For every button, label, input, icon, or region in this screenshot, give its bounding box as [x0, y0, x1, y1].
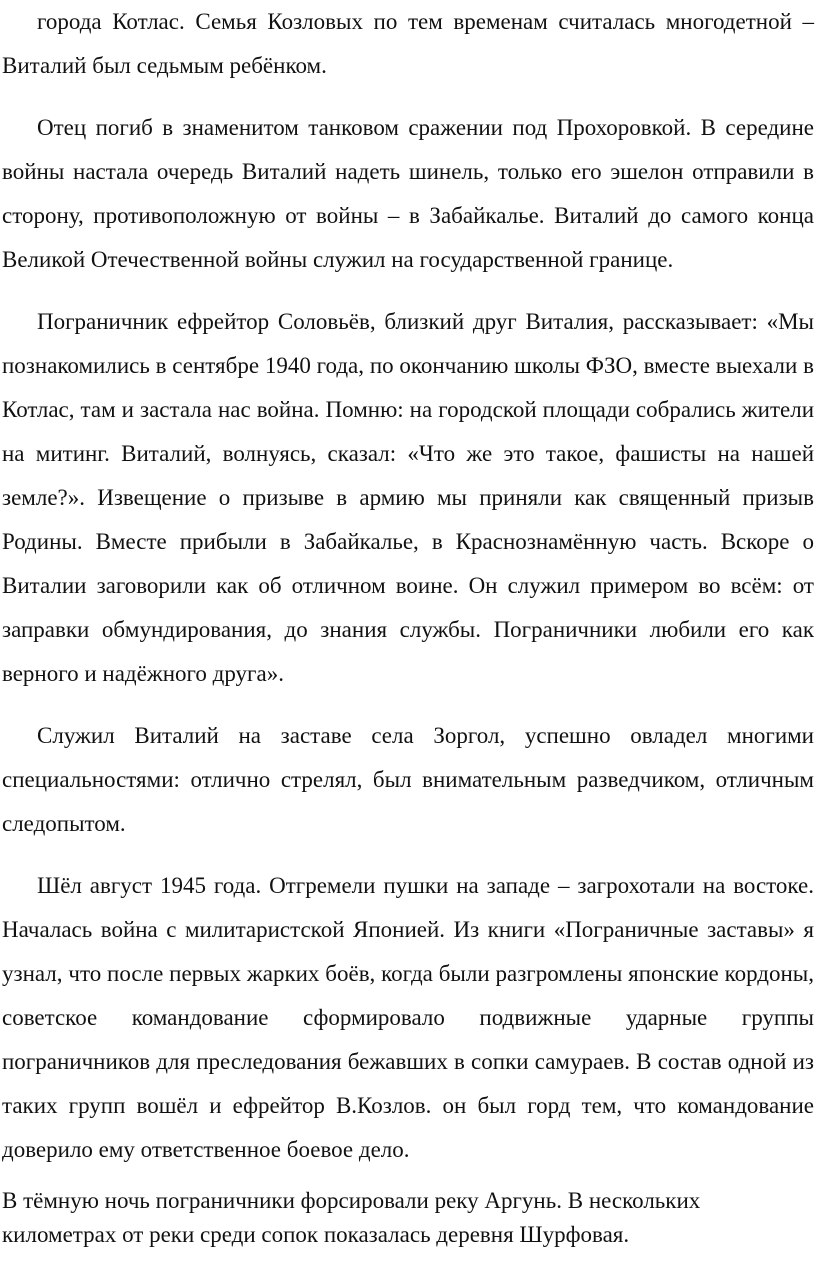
- paragraph-3: Пограничник ефрейтор Соловьёв, близкий друг Виталия, рассказывает: «Мы познакомились в сентябре 1940 года, по окончанию школы ФЗО, вместе выехали в Котлас, там и застала нас война. Помню: на городской площади собрались жители на митинг. Виталий, волнуясь, сказал: «Что же это такое, фашисты на нашей земле?». Извещение о призыве в армию мы приняли как священный призыв Родины. Вместе прибыли в Забайкалье, в Краснознамённую часть. Вскоре о Виталии заговорили как об отличном воине. Он служил примером во всём: от заправки обмундирования, до знания службы. Пограничники любили его как верного и надёжного друга».: [2, 309, 814, 686]
- paragraph-1: города Котлас. Семья Козловых по тем временам считалась многодетной – Виталий был седьмым ребёнком.: [2, 9, 814, 78]
- paragraph-5: Шёл август 1945 года. Отгремели пушки на западе – загрохотали на востоке. Началась война с милитаристской Японией. Из книги «Пограничные заставы» я узнал, что после первых жарких боёв, когда были разгромлены японские кордоны, советское командование сформировало подвижные ударные группы пограничников для преследования бежавших в сопки самураев. В состав одной из таких групп вошёл и ефрейтор В.Козлов. он был горд тем, что командование доверило ему ответственное боевое дело.: [2, 873, 814, 1162]
- paragraph-6: В тёмную ночь пограничники форсировали реку Аргунь. В нескольких километрах от реки среди сопок показалась деревня Шурфовая.: [2, 1188, 701, 1247]
- paragraph-4: Служил Виталий на заставе села Зоргол, успешно овладел многими специальностями: отлично стрелял, был внимательным разведчиком, отличным следопытом.: [2, 723, 814, 836]
- paragraph-2: Отец погиб в знаменитом танковом сражении под Прохоровкой. В середине войны настала очередь Виталий надеть шинель, только его эшелон отправили в сторону, противоположную от войны – в Забайкалье. Виталий до самого конца Великой Отечественной войны служил на государственной границе.: [2, 115, 814, 272]
